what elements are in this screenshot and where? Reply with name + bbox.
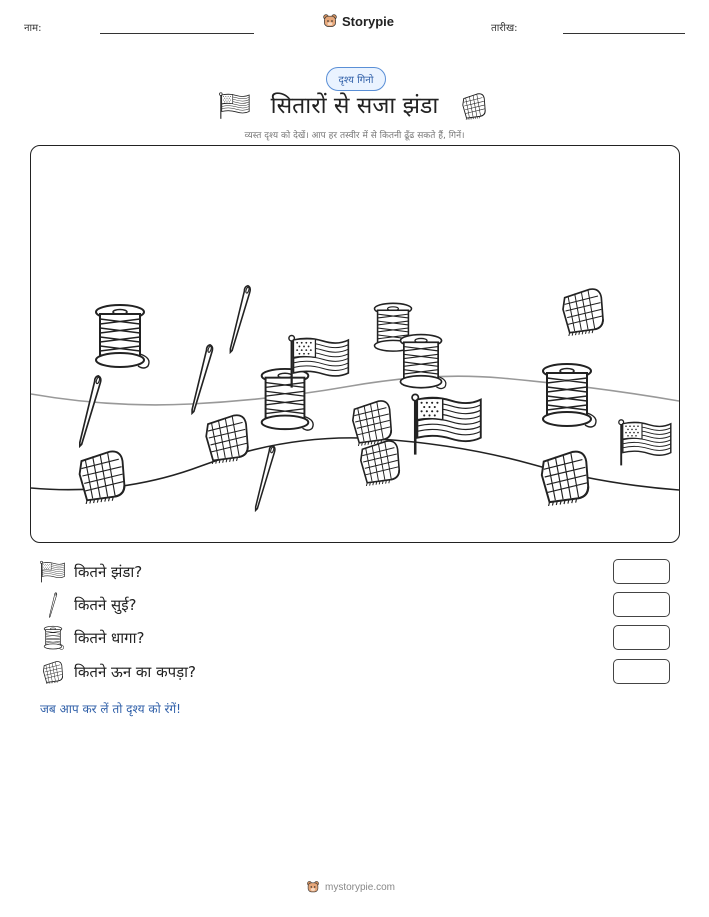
- question-row: [40, 625, 145, 651]
- question-text: कितने सुई?: [74, 596, 137, 614]
- bear-icon: [322, 13, 338, 29]
- activity-badge: दृश्य गिनो: [326, 67, 386, 91]
- page-title: सितारों से सजा झंडा: [270, 93, 439, 119]
- fabric-1: [563, 289, 603, 336]
- site-footer: [306, 880, 395, 894]
- answer-box-spool[interactable]: [613, 625, 670, 650]
- needle-4: [256, 446, 275, 511]
- fabric-5: [80, 451, 125, 504]
- fabric-3: [206, 415, 248, 464]
- question-row: [40, 592, 137, 618]
- scene-drawing: [31, 146, 679, 542]
- flag-3: [619, 420, 671, 466]
- needle-1: [230, 286, 250, 353]
- fabric-4: [361, 441, 399, 486]
- question-text: कितने धागा?: [74, 629, 145, 647]
- fabric-icon: [459, 92, 489, 120]
- fabric-6: [542, 452, 588, 506]
- fabric-icon: [40, 659, 66, 685]
- name-label: नाम:: [24, 23, 42, 34]
- spool-4: [262, 369, 313, 430]
- date-label: तारीख:: [491, 23, 518, 34]
- bear-icon: [306, 880, 320, 894]
- spool-1: [96, 305, 149, 368]
- instructions: व्यस्त दृश्य को देखें। आप हर तस्वीर में से कितनी ढूँढ सकते हैं, गिनें।: [244, 131, 465, 141]
- flag-icon: [40, 559, 66, 585]
- spool-5: [543, 364, 596, 427]
- site-url: mystorypie.com: [325, 881, 396, 893]
- picture-scene: [30, 145, 680, 543]
- answer-box-needle[interactable]: [613, 592, 670, 617]
- spool-icon: [40, 625, 66, 651]
- fabric-2: [353, 401, 391, 446]
- brand-name: Storypie: [342, 13, 395, 29]
- needle-3: [80, 376, 101, 446]
- needle-icon: [40, 592, 66, 618]
- name-line[interactable]: [100, 33, 254, 34]
- date-line[interactable]: [563, 33, 685, 34]
- question-text: कितने झंडा?: [74, 563, 143, 581]
- question-text: कितने ऊन का कपड़ा?: [74, 663, 197, 681]
- answer-box-fabric[interactable]: [613, 659, 670, 684]
- coloring-instruction: जब आप कर लें तो दृश्य को रंगें!: [40, 702, 181, 716]
- spool-3: [400, 335, 445, 389]
- question-row: [40, 559, 143, 585]
- question-row: [40, 659, 197, 685]
- brand-logo: [322, 13, 394, 29]
- answer-box-flag[interactable]: [613, 559, 670, 584]
